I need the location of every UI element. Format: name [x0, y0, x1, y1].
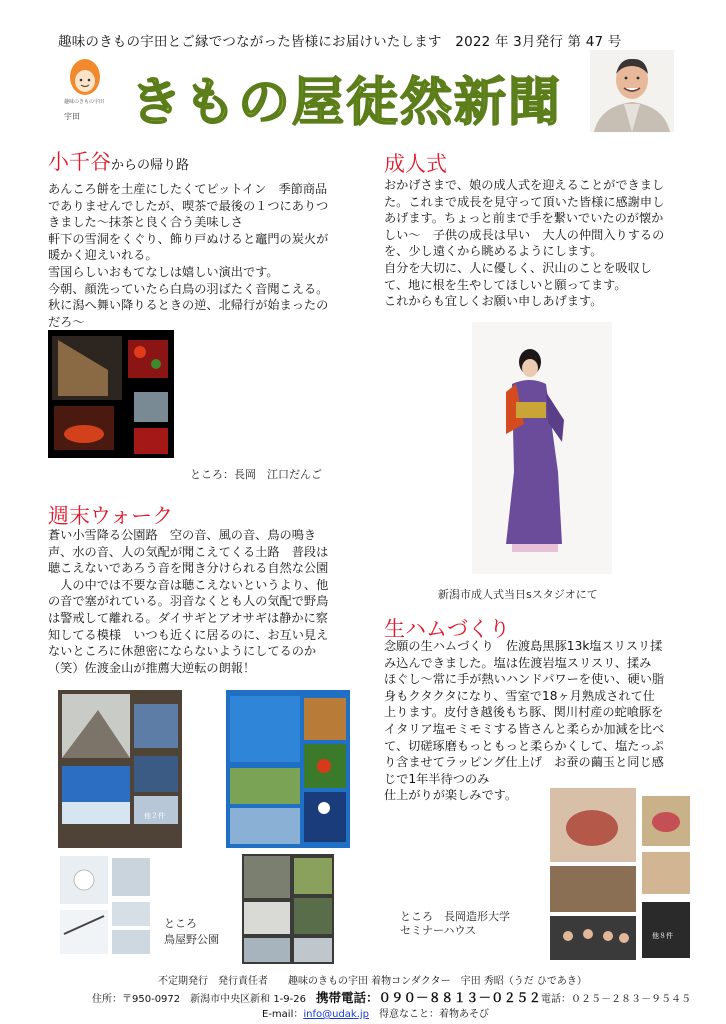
article-line: 今朝、顔洗っていたら白鳥の羽ばたく音聞こえる。 — [48, 281, 329, 296]
footer-contact — [92, 988, 691, 1006]
photo-furisode — [472, 322, 612, 574]
author-portrait — [590, 50, 674, 132]
article-line: を、少し遠くから眺めるようにします。 — [384, 244, 603, 259]
logo-text: 趣味のきもの宇田 — [64, 99, 105, 105]
article-line: 仕上がりが楽しみです。 — [384, 788, 518, 803]
logo-text-2: 宇田 — [64, 112, 80, 121]
section-title-kochiya — [48, 146, 189, 176]
caption-seijinshiki: 新潟市成人式当日sスタジオにて — [438, 588, 598, 601]
article-line: あげます。ちょっと前まで手を繋いでいたのが懐か — [384, 211, 664, 226]
footer-publisher: 不定期発行 発行責任者 趣味のきもの宇田 着物コンダクター 宇田 秀昭（うだ ひであき） — [158, 976, 587, 987]
photo-collage-walk-2 — [226, 690, 350, 848]
article-line: 人の中では不要な音は聴こえないというより、他 — [48, 577, 329, 592]
article-line: 身もクタクタになり、雪室で18ヶ月熟成されて仕 — [384, 688, 655, 703]
article-line: （笑）佐渡金山が推薦大逆転の朗報！ — [48, 660, 256, 675]
article-line: あんころ餅を土産にしたくてピットイン 季節商品 — [48, 182, 328, 196]
shop-logo — [50, 55, 128, 125]
article-line: 蒼い小雪降る公園路 空の音、風の音、鳥の鳴き — [48, 528, 317, 542]
footer-email-label: E-mail： — [262, 1009, 304, 1020]
photo-collage-walk-1 — [58, 690, 182, 848]
caption-ham — [400, 910, 510, 938]
article-line: 念願の生ハムづくり 佐渡島黒豚13k塩スリスリ揉 — [384, 639, 663, 653]
section-title-seijinshiki: 成人式 — [384, 152, 447, 176]
article-line: 雪国らしいおもてなしは嬉しい演出です。 — [48, 264, 279, 279]
article-seijinshiki — [384, 177, 706, 310]
article-ham — [384, 638, 706, 804]
photo-label: 他２件 — [144, 812, 165, 820]
article-line: 自分を大切に、人に優しく、沢山のことを吸収し — [384, 260, 652, 275]
section-title-suffix: からの帰り路 — [111, 158, 190, 173]
footer-mobile-label: 携帯電話： — [316, 990, 379, 1005]
caption-line: ところ 長岡造形大学 — [400, 910, 510, 923]
article-line: 暖かく迎えいれる。 — [48, 248, 158, 263]
photo-collage-park — [242, 854, 334, 964]
caption-line: 鳥屋野公園 — [164, 933, 219, 946]
article-line: 上ります。皮付き越後もち豚、関川村産の蛇喰豚を — [384, 705, 664, 720]
article-kochiya — [48, 181, 370, 330]
article-line: り含ませてラッピング仕上げ お蚕の繭玉と同じ感 — [384, 755, 664, 770]
article-line: て、地に根を生やしてほしいと願ってます。 — [384, 277, 627, 292]
article-line: おかげさまで、娘の成人式を迎えることができまし — [384, 178, 665, 192]
article-line: だろ～ — [48, 314, 85, 329]
article-line: 聴こえないであろう音を聞き分けられる自然な公園 — [48, 561, 329, 576]
article-line: 知してる模様 いつも近くに居るのに、お互い見え — [48, 627, 329, 642]
caption-kochiya: ところ：長岡 江口だんご — [190, 468, 322, 481]
article-walk — [48, 527, 370, 676]
photo-label: 他８件 — [652, 932, 673, 940]
article-line: イタリア塩モミモミする皆さんと柔らか加減を比べ — [384, 721, 665, 736]
section-title-ham: 生ハムづくり — [384, 617, 510, 641]
article-line: ほぐし～常に手が熱いハンドパワーを使い、硬い脂 — [384, 672, 665, 687]
photo-collage-ham — [548, 786, 694, 962]
footer-mobile: ０９０－８８１３－０２５２ — [378, 990, 542, 1005]
caption-line: セミナーハウス — [400, 924, 477, 937]
caption-walk — [164, 916, 219, 948]
caption-line: ところ — [164, 917, 197, 930]
article-line: これからも宜しくお願い申しあげます。 — [384, 294, 603, 309]
article-line: の音で塞がれている。羽音なくとも人の気配で野鳥 — [48, 594, 329, 609]
tagline: 趣味のきもの宇田とご縁でつながった皆様にお届けいたします 2022 年 3月発行 第 47 号 — [58, 34, 622, 50]
footer-address: 住所：〒950-0972 新潟市中央区新和 1-9-26 — [92, 994, 306, 1005]
article-line: きました～抹茶と良く合う美味しさ — [48, 215, 243, 230]
article-line: は警戒して離れる。ダイサギとアオサギは静かに察 — [48, 610, 328, 625]
section-title-main: 小千谷 — [48, 150, 111, 174]
article-line: み込んできました。塩は佐渡岩塩スリスリ、揉み — [384, 655, 652, 670]
article-line: しい～ 子供の成長は早い 大人の仲間入りするの — [384, 227, 665, 242]
section-title-walk: 週末ウォーク — [48, 504, 174, 528]
article-line: じで1年半待つのみ — [384, 771, 490, 786]
footer-email-line — [262, 1005, 489, 1020]
article-line: て、切磋琢磨もっともっと柔らかくして、塩たっぷ — [384, 738, 664, 753]
article-line: ないところに休憩密にならないようにしてるのか — [48, 644, 317, 659]
footer-phone: 電話：０２５－２８３－９５４５ — [541, 994, 692, 1005]
footer-tokui: 得意なこと：着物あそび — [379, 1009, 490, 1020]
article-line: でありませんでしたが、喫茶で最後の１つにありつ — [48, 198, 329, 213]
photo-collage-snow — [58, 854, 154, 958]
article-line: 秋に潟へ舞い降りるときの逆、北帰行が始まったの — [48, 298, 329, 313]
masthead-title: きもの屋徒然新聞 — [130, 73, 563, 133]
photo-collage-kochiya — [48, 330, 174, 458]
article-line: 軒下の雪洞をくぐり、飾り戸ぬけると竈門の炭火が — [48, 231, 329, 246]
article-line: 声、水の音、人の気配が聞こえてくる土路 普段は — [48, 544, 329, 559]
email-link[interactable]: info@udak.jp — [303, 1009, 370, 1020]
article-line: た。これまで成長を見守って頂いた皆様に感謝申し — [384, 194, 665, 209]
